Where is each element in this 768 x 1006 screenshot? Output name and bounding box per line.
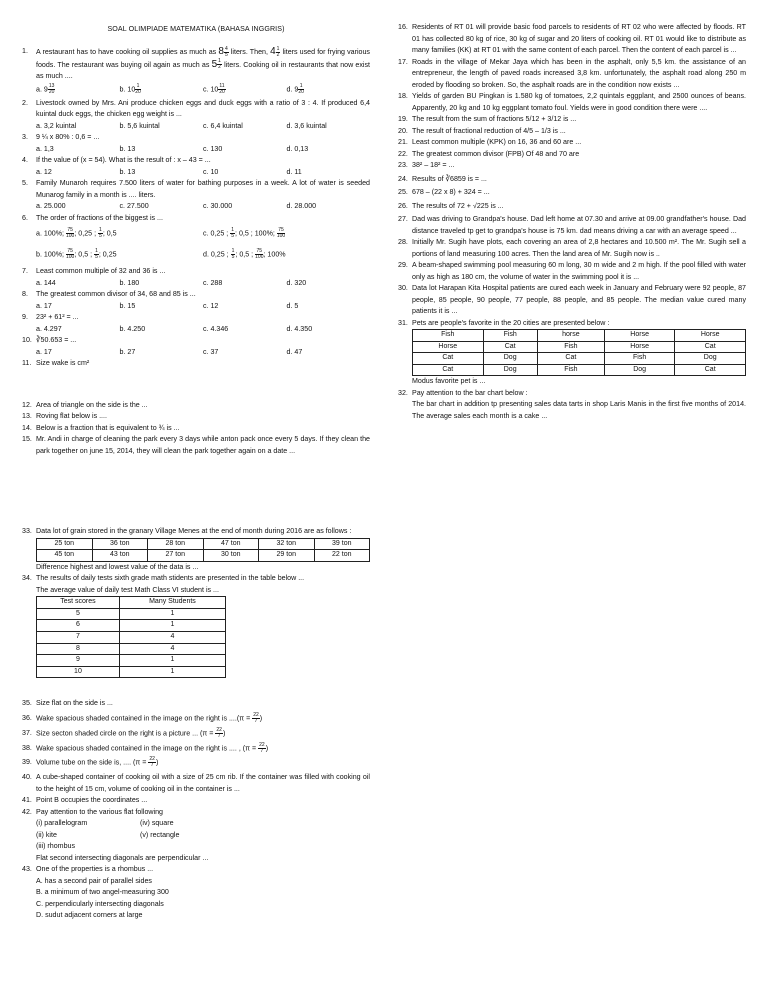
table-row: [37, 538, 370, 550]
table-row: [37, 666, 226, 678]
table-cell: Fish: [413, 330, 484, 342]
question-43-option-b: B. a minimum of two angel-measuring 300: [36, 888, 169, 897]
table-row: [413, 330, 746, 342]
table-cell: Cat: [413, 364, 484, 376]
question-43-option-c: C. perpendicularly intersecting diagonals: [36, 899, 164, 908]
table-cell: Dog: [483, 364, 537, 376]
table-cell: 25 ton: [37, 538, 93, 550]
table-cell: Cat: [537, 353, 604, 365]
table-cell: 1: [119, 608, 225, 620]
question-37: 37. Size secton shaded circle on the right is a picture ... (π = $\frac{22}{7}$): [22, 726, 226, 739]
table-cell: 7: [37, 631, 120, 643]
option-d: d. 9 $\frac{1}{20}$: [286, 83, 304, 96]
question-10: 10. ∛50.653 = ...: [22, 336, 77, 344]
table-row: [413, 353, 746, 365]
question-34-body: The average value of daily test Math Class VI student is ...: [36, 585, 219, 594]
table-cell: Dog: [604, 364, 675, 376]
bottom-section: [22, 526, 370, 922]
table-cell: 1: [119, 620, 225, 632]
question-10-options: a. 17 b. 27 c. 37 d. 47: [36, 347, 303, 356]
question-13: 13. Roving flat below is ....: [22, 412, 107, 420]
question-43-option-a: A. has a second pair of parallel sides: [36, 876, 152, 885]
table-cell: Fish: [537, 341, 604, 353]
left-column: [22, 46, 370, 457]
table-cell: Fish: [604, 353, 675, 365]
option-d: d. 0,25 ; $\frac{1}{5}$; 0,5 ; $\frac{75}{100}$; 100%: [203, 248, 286, 261]
question-38: 38. Wake spacious shaded contained in the image on the right is .... , (π = $\frac{22}{7}$): [22, 741, 269, 754]
question-22: 22. The greatest common divisor (FPB) Of 48 and 70 are: [398, 149, 580, 158]
question-42: 42. Pay attention to the various flat following: [22, 807, 163, 816]
question-20: 20. The result of fractional reduction of 4/5 – 1/3 is ...: [398, 126, 566, 135]
question-42-items: (i) parallelogram (iv) square (ii) kite (v) rectangle (iii) rhombus: [36, 819, 180, 851]
table-cell: 28 ton: [148, 538, 204, 550]
question-25: 25. 678 – (22 x 8) + 324 = ...: [398, 188, 490, 196]
question-27: 27. Dad was driving to Grandpa's house. Dad left home at 07.30 and arrive at 09.00 grandfather's house. Dad distance traveled tp get to grandpa's house is 75 km. dad means driving a car with an average speed ...: [398, 215, 746, 235]
grain-table: [36, 538, 370, 562]
question-41: 41. Point B occupies the coordinates ...: [22, 796, 148, 805]
table-cell: Horse: [675, 330, 746, 342]
question-34: 34. The results of daily tests sixth grade math stidents are presented in the table below ...: [22, 574, 305, 583]
question-3-options: a. 1,3 b. 13 c. 130 d. 0,13: [36, 144, 309, 153]
table-cell: Fish: [483, 330, 537, 342]
table-cell: 1: [119, 666, 225, 678]
question-7-options: a. 144 b. 180 c. 288 d. 320: [36, 278, 307, 287]
option-b: b. 10 $\frac{1}{20}$: [119, 83, 141, 96]
question-1: 1. A restaurant has to have cooking oil supplies as much as 8 $\frac{4}{5}$ liters. Then, 4 $\frac{1}{2}$ liters used for frying various foods. The restaurant was buying oil again as much as 5 $\frac{1}{2}$ liters. Cooking oil in restaurants that now exist as much ....: [22, 45, 370, 80]
question-43: 43. One of the properties is a rhombus ...: [22, 865, 154, 874]
right-column: [398, 22, 746, 422]
question-4-options: a. 12 b. 13 c. 10 d. 11: [36, 167, 302, 176]
table-row: [37, 550, 370, 562]
question-29: 29. A beam-shaped swimming pool measuring 60 m long, 30 m wide and 2 m high. If the pool filled with water only as high as 180 cm, the volume of water in the swimming pool it is ...: [398, 261, 746, 281]
table-cell: Cat: [413, 353, 484, 365]
question-32: 32. Pay attention to the bar chart below :: [398, 388, 528, 397]
question-17: 17. Roads in the village of Mekar Jaya which has been in the asphalt, only 5,5 km. the assistance of an entrepreneur, the length of paved roads increased 3,8 km. unfortunately, the asphalt road along 250 m eroded by flooding so broken. So, the asphalt roads are in the condition now exists ...: [398, 57, 746, 89]
table-cell: horse: [537, 330, 604, 342]
question-6: 6. The order of fractions of the biggest is ...: [22, 213, 163, 222]
question-35: 35. Size flat on the side is ...: [22, 699, 113, 708]
page-title: SOAL OLIMPIADE MATEMATIKA (BAHASA INGGRIS): [107, 25, 285, 33]
question-5: 5. Family Munaroh requires 7.500 liters of water for bathing purposes in a week. A lot of water is seeded Munarog family in a month is .... liters.: [22, 179, 370, 199]
table-cell: 32 ton: [259, 538, 315, 550]
question-16: 16. Residents of RT 01 will provide basic food parcels to residents of RT 02 who were affected by floods. RT 01 has collected 80 kg of rice, 30 kg of sugar and 20 liters of cooking oil. RT 01 would like to distribute as many families (KK) at RT 01 with the same content of each parcel. Then the content of each parcel is ...: [398, 23, 746, 54]
table-cell: 39 ton: [314, 538, 370, 550]
table-cell: 30 ton: [203, 550, 259, 562]
question-2: 2. Livestock owned by Mrs. Ani produce chicken eggs and duck eggs with a ratio of 3 : 4. If produced 6,4 kuintal duck eggs, the chicken egg weight is ...: [22, 98, 370, 118]
table-row: [37, 608, 226, 620]
table-row: [37, 631, 226, 643]
table-cell: 43 ton: [92, 550, 148, 562]
table-cell: 27 ton: [148, 550, 204, 562]
table-row: [413, 364, 746, 376]
table-cell: Cat: [675, 341, 746, 353]
question-33-after: Difference highest and lowest value of the data is ...: [36, 562, 199, 571]
table-cell: Horse: [604, 341, 675, 353]
question-32-body: The bar chart in addition tp presenting sales data tarts in shop Laris Manis in the first five months of 2014. The average sales each month is a cake ...: [412, 400, 746, 420]
question-6-options-bd: [36, 244, 370, 266]
table-cell: Horse: [604, 330, 675, 342]
table-cell: Dog: [675, 353, 746, 365]
option-b: b. 100%; $\frac{75}{100}$; 0,5 ; $\frac{1}{5}$; 0,25: [36, 248, 117, 261]
table-cell: 22 ton: [314, 550, 370, 562]
question-8-options: a. 17 b. 15 c. 12 d. 5: [36, 301, 299, 310]
question-3: 3. 9 ¼ x 80% : 0,6 = ...: [22, 133, 100, 141]
table-header: Test scores: [37, 597, 120, 609]
question-8: 8. The greatest common divisor of 34, 68 and 85 is ...: [22, 290, 196, 298]
table-row: [37, 655, 226, 667]
option-c: c. 10 $\frac{11}{20}$: [203, 83, 225, 96]
table-cell: Cat: [675, 364, 746, 376]
question-4: 4. If the value of (x = 54). What is the result of : x – 43 = ...: [22, 156, 211, 164]
question-30: 30. Data lot Harapan Kita Hospital patients are cured each week in January and February were 92 people, 87 people, 85 people, 90 people, 77 people, 88 people, and 85 people. The median value cured many patients it is ...: [398, 284, 746, 315]
pets-table: [412, 329, 746, 376]
table-cell: 1: [119, 655, 225, 667]
table-cell: Dog: [483, 353, 537, 365]
question-24: 24. Results of ∛6859 is = ...: [398, 174, 487, 183]
table-cell: 5: [37, 608, 120, 620]
table-cell: 47 ton: [203, 538, 259, 550]
table-row: [37, 620, 226, 632]
question-12: 12. Area of triangle on the side is the ...: [22, 400, 148, 409]
table-row: [413, 341, 746, 353]
table-row: [37, 643, 226, 655]
question-40: 40. A cube-shaped container of cooking oil with a size of 25 cm rib. If the container was filled with cooking oil to the height of 15 cm, volume of cooking oil in the container is ...: [22, 773, 370, 793]
question-26: 26. The results of 72 + √225 is ...: [398, 201, 504, 210]
table-cell: 36 ton: [92, 538, 148, 550]
option-a: a. 9 $\frac{13}{20}$: [36, 83, 55, 96]
question-5-options: a. 25.000 c. 27.500 c. 30.000 d. 28.000: [36, 202, 317, 210]
scores-table: [36, 596, 226, 678]
question-9-options: a. 4.297 b. 4.250 c. 4.346 d. 4.350: [36, 324, 313, 333]
question-23: 23. 38² – 18² = ...: [398, 161, 455, 169]
question-11: 11. Size wake is cm²: [22, 359, 90, 367]
question-19: 19. The result from the sum of fractions 5/12 + 3/12 is ...: [398, 115, 577, 123]
question-36: 36. Wake spacious shaded contained in the image on the right is ....(π = $\frac{22}{7}$): [22, 711, 263, 724]
table-cell: 8: [37, 643, 120, 655]
question-14: 14. Below is a fraction that is equivalent to ¾ is ...: [22, 423, 180, 432]
question-1-options: [36, 83, 370, 98]
question-2-options: a. 3,2 kuintal b. 5,6 kuintal c. 6,4 kuintal d. 3,6 kuintal: [36, 121, 327, 130]
question-39: 39. Volume tube on the side is, .... (π = $\frac{22}{7}$): [22, 756, 159, 769]
table-cell: 10: [37, 666, 120, 678]
option-c: c. 0,25 ; $\frac{1}{5}$; 0,5 ; 100%; $\frac{75}{100}$: [203, 227, 286, 240]
question-6-options-ac: [36, 224, 370, 244]
question-15: 15. Mr. Andi in charge of cleaning the park every 3 days while anton pack once every 5 days. If they clean the park together on june 15, 2014, they will clean the park together again on a date ...: [22, 435, 370, 455]
table-cell: 6: [37, 620, 120, 632]
question-18: 18. Yields of garden BU Pingkan is 1.580 kg of tomatoes, 2,2 quintals eggplant, and 2500 ounces of beans. Apparently, 20 kg and 10 kg eggplant tomato foul. Yields were in good condition there were ....: [398, 92, 746, 112]
question-7: 7. Least common multiple of 32 and 36 is ...: [22, 267, 166, 275]
table-cell: Horse: [413, 341, 484, 353]
table-header: Many Students: [119, 597, 225, 609]
table-cell: Cat: [483, 341, 537, 353]
question-43-option-d: D. sudut adjacent corners at large: [36, 911, 143, 920]
table-cell: 29 ton: [259, 550, 315, 562]
table-cell: 9: [37, 655, 120, 667]
question-31: 31. Pets are people's favorite in the 20 cities are presented below :: [398, 318, 610, 327]
question-9: 9. 23² + 61² = ...: [22, 313, 79, 321]
table-cell: Fish: [537, 364, 604, 376]
question-28: 28. Initially Mr. Sugih have plots, each covering an area of 2,8 hectares and 10.500 m². The Mr. Sugih sell a portions of land measuring 100 acres. Then the land area of Mr. Sugih now is ..: [398, 238, 746, 258]
question-31-after: Modus favorite pet is ...: [412, 377, 486, 386]
table-cell: 4: [119, 631, 225, 643]
table-cell: 4: [119, 643, 225, 655]
question-42-after: Flat second intersecting diagonals are perpendicular ...: [36, 853, 209, 862]
table-cell: 45 ton: [37, 550, 93, 562]
question-33: 33. Data lot of grain stored in the granary Village Menes at the end of month during 2016 are as follows :: [22, 527, 352, 535]
option-a: a. 100%; $\frac{75}{100}$; 0,25 ; $\frac{1}{5}$; 0,5: [36, 227, 117, 240]
question-21: 21. Least common multiple (KPK) on 16, 36 and 60 are ...: [398, 138, 582, 146]
